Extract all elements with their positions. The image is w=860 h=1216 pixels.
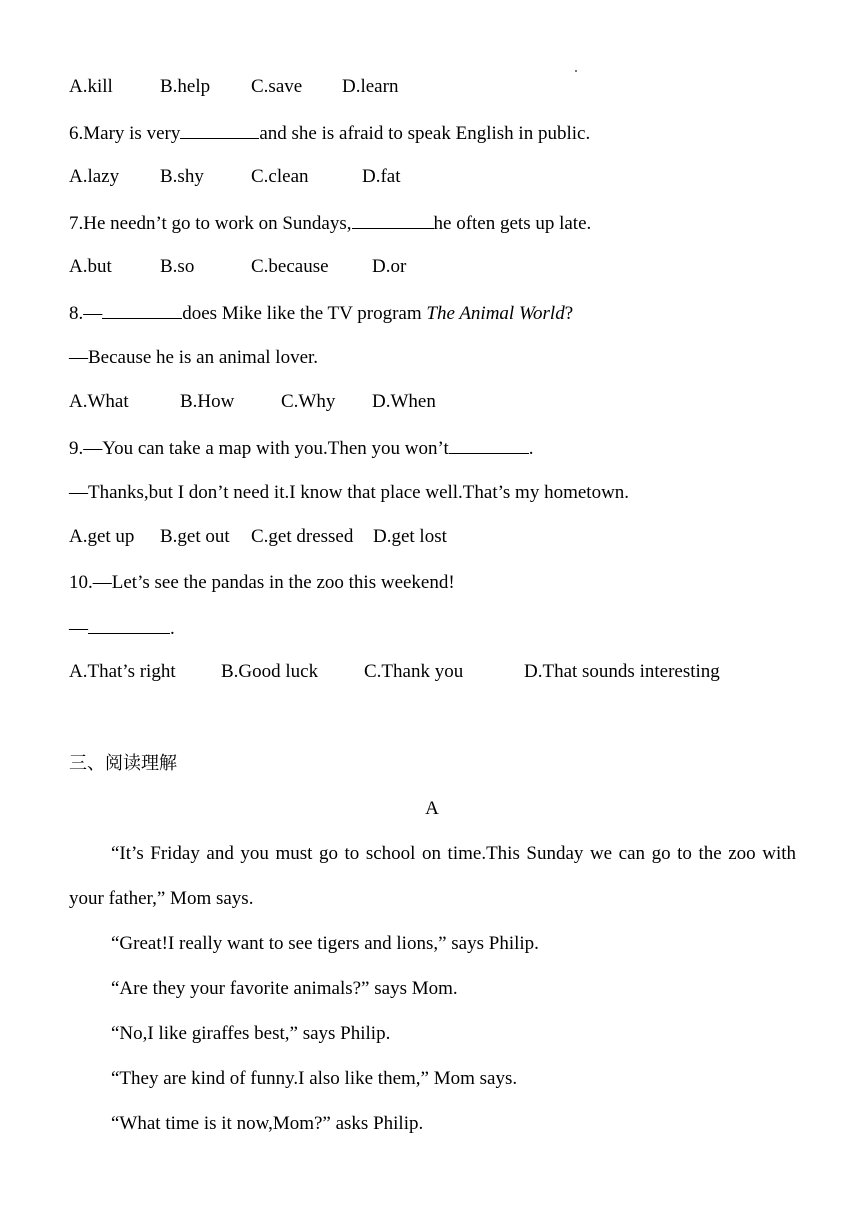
- option-c: C.Thank you: [364, 661, 464, 682]
- question-6-stem-start: 6.Mary is very: [69, 123, 181, 144]
- paragraph-text: “No,I like giraffes best,” says Philip.: [111, 1023, 391, 1044]
- section-heading: 三、阅读理解: [69, 753, 177, 774]
- passage-paragraph: [69, 1011, 796, 1056]
- question-7-stem-end: he often gets up late.: [433, 213, 592, 234]
- question-9-stem-end: .: [528, 438, 534, 459]
- answer-blank: [449, 436, 529, 454]
- option-a: A.but: [69, 256, 112, 277]
- option-b: B.Good luck: [221, 661, 319, 682]
- option-d: D.When: [372, 391, 436, 412]
- passage-paragraph: [69, 1101, 796, 1146]
- question-8: [69, 301, 573, 326]
- scan-dot: [575, 70, 577, 72]
- option-a: A.kill: [69, 76, 113, 97]
- option-c: C.clean: [251, 166, 309, 187]
- paragraph-text: “Are they your favorite animals?” says Mom.: [111, 978, 458, 999]
- option-b: B.help: [160, 76, 211, 97]
- option-c: C.Why: [281, 391, 336, 412]
- option-d: D.or: [372, 256, 407, 277]
- option-b: B.shy: [160, 166, 204, 187]
- reply-dash: —: [69, 618, 88, 639]
- question-9: [69, 436, 534, 461]
- question-8-reply: —Because he is an animal lover.: [69, 347, 319, 368]
- paragraph-text: “Great!I really want to see tigers and lions,” says Philip.: [111, 933, 539, 954]
- paragraph-text: “It’s Friday and you must go to school on time.This Sunday we can go to the zoo with your father,” Mom says.: [69, 843, 796, 909]
- passage-label: A: [425, 798, 439, 819]
- passage-paragraph: [69, 1056, 796, 1101]
- passage-paragraph: [69, 966, 796, 1011]
- paragraph-text: “What time is it now,Mom?” asks Philip.: [111, 1113, 424, 1134]
- option-c: C.get dressed: [251, 526, 354, 547]
- passage-paragraph: [69, 831, 796, 921]
- passage-paragraph: [69, 921, 796, 966]
- program-title: The Animal World: [426, 303, 565, 324]
- option-c: C.save: [251, 76, 303, 97]
- question-7: [69, 211, 591, 236]
- question-7-stem-start: 7.He needn’t go to work on Sundays,: [69, 213, 352, 234]
- reply-period: .: [170, 618, 175, 639]
- paragraph-text: “They are kind of funny.I also like them,” Mom says.: [111, 1068, 518, 1089]
- option-a: A.get up: [69, 526, 135, 547]
- question-9-stem-start: 9.—You can take a map with you.Then you won’t: [69, 438, 449, 459]
- option-a: A.That’s right: [69, 661, 176, 682]
- option-b: B.so: [160, 256, 195, 277]
- option-d: D.fat: [362, 166, 401, 187]
- question-8-stem-start: 8.—: [69, 303, 103, 324]
- option-d: D.get lost: [373, 526, 447, 547]
- answer-blank: [180, 121, 259, 139]
- option-a: A.lazy: [69, 166, 120, 187]
- option-d: D.That sounds interesting: [524, 661, 720, 682]
- answer-blank: [352, 211, 434, 229]
- option-b: B.How: [180, 391, 235, 412]
- option-a: A.What: [69, 391, 129, 412]
- option-b: B.get out: [160, 526, 230, 547]
- question-10: 10.—Let’s see the pandas in the zoo this weekend!: [69, 572, 455, 593]
- option-d: D.learn: [342, 76, 399, 97]
- answer-blank: [88, 616, 170, 634]
- question-8-stem-mid: does Mike like the TV program: [182, 303, 427, 324]
- answer-blank: [102, 301, 182, 319]
- question-9-reply: —Thanks,but I don’t need it.I know that place well.That’s my hometown.: [69, 482, 630, 503]
- question-10-reply: [69, 616, 175, 641]
- question-mark: ?: [564, 303, 574, 324]
- question-6-stem-end: and she is afraid to speak English in public.: [259, 123, 591, 144]
- option-c: C.because: [251, 256, 329, 277]
- question-6: [69, 121, 590, 146]
